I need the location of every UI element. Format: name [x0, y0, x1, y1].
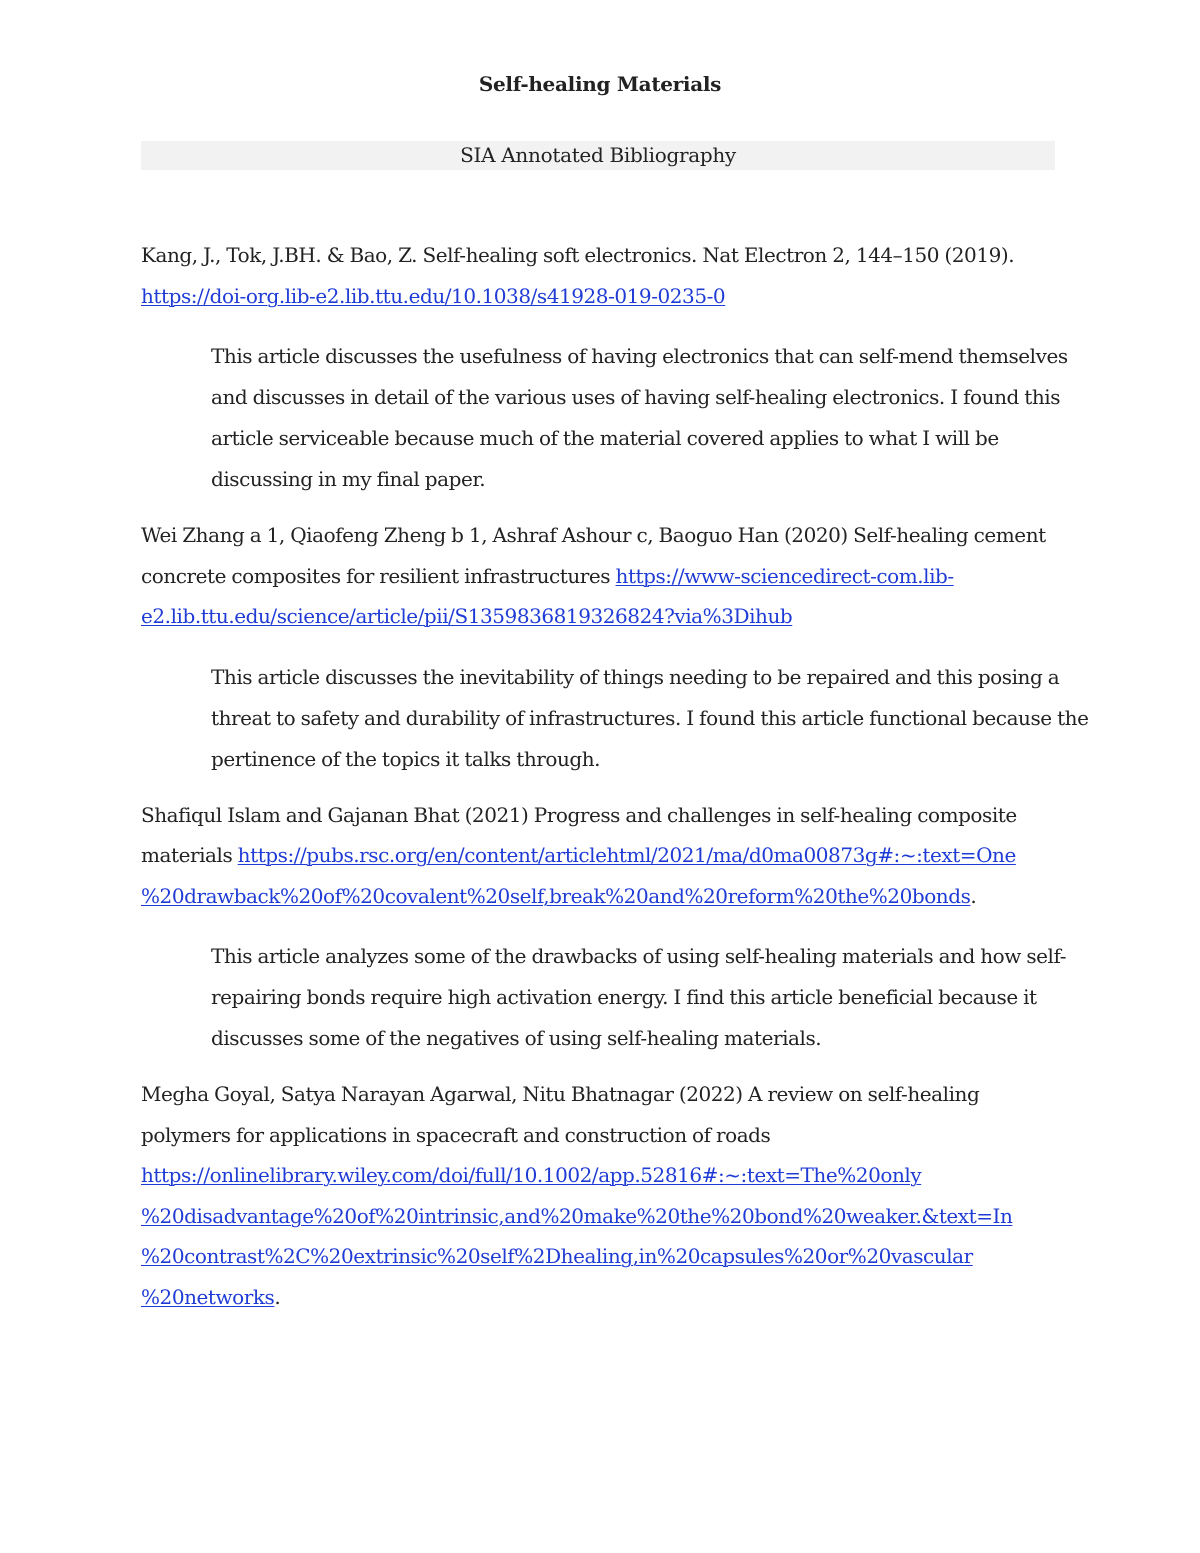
citation-line: polymers for applications in spacecraft and construction of roads	[141, 1122, 771, 1147]
citation-line: Kang, J., Tok, J.BH. & Bao, Z. Self-healing soft electronics. Nat Electron 2, 144–150 (2019).	[141, 243, 1015, 267]
bibliography-body	[141, 235, 1089, 1317]
citation-line	[141, 835, 1059, 876]
citation-link-line	[141, 876, 1059, 917]
annotation-line: This article analyzes some of the drawbacks of using self-healing materials and how self-	[211, 944, 1067, 968]
sciencedirect-link[interactable]: https://www-sciencedirect-com.lib-	[615, 563, 954, 588]
trailing-period: .	[274, 1284, 281, 1309]
annotation	[141, 657, 1089, 780]
citation	[141, 1074, 1059, 1317]
document-title: Self-healing Materials	[478, 72, 722, 96]
citation	[141, 515, 1059, 637]
doi-link[interactable]: https://doi-org.lib-e2.lib.ttu.edu/10.1038/s41928-019-0235-0	[141, 283, 726, 308]
wiley-link-continued[interactable]: %20networks	[141, 1284, 275, 1309]
annotation	[141, 336, 1068, 500]
bibliography-entry	[141, 235, 1068, 515]
bibliography-entry	[141, 795, 1067, 1075]
trailing-period: .	[970, 883, 977, 908]
annotation-line: and discusses in detail of the various uses of having self-healing electronics. I found this	[211, 385, 1061, 409]
citation-text: concrete composites for resilient infrastructures	[141, 563, 616, 588]
citation-link-line	[141, 1236, 1059, 1277]
citation-text: materials	[141, 843, 238, 867]
wiley-link-continued[interactable]: %20contrast%2C%20extrinsic%20self%2Dhealing,in%20capsules%20or%20vascular	[141, 1244, 973, 1268]
annotation-line: This article discusses the usefulness of having electronics that can self-mend themselves	[211, 344, 1068, 368]
annotation-line: threat to safety and durability of infrastructures. I found this article functional because the	[211, 705, 1089, 730]
citation	[141, 235, 1059, 316]
rsc-link[interactable]: https://pubs.rsc.org/en/content/articlehtml/2021/ma/d0ma00873g#:~:text=One	[237, 843, 1016, 867]
rsc-link-continued[interactable]: %20drawback%20of%20covalent%20self,break%20and%20reform%20the%20bonds	[141, 883, 971, 908]
annotation-line: article serviceable because much of the material covered applies to what I will be	[211, 426, 999, 450]
citation-line: Shafiqul Islam and Gajanan Bhat (2021) Progress and challenges in self-healing composite	[141, 802, 1017, 827]
bibliography-entry	[141, 1074, 1059, 1317]
annotation	[141, 936, 1067, 1059]
annotation-line: repairing bonds require high activation energy. I find this article beneficial because it	[211, 985, 1037, 1009]
annotation-line: discussing in my final paper.	[211, 467, 486, 491]
document-subtitle: SIA Annotated Bibliography	[141, 141, 1055, 170]
annotation-line: discusses some of the negatives of using self-healing materials.	[211, 1026, 822, 1050]
citation	[141, 795, 1059, 917]
wiley-link-continued[interactable]: %20disadvantage%20of%20intrinsic,and%20make%20the%20bond%20weaker.&text=In	[141, 1203, 1013, 1228]
citation-link-line	[141, 1277, 1059, 1318]
citation-link-line	[141, 276, 1059, 317]
citation-line	[141, 556, 1059, 597]
citation-line: Megha Goyal, Satya Narayan Agarwal, Nitu Bhatnagar (2022) A review on self-healing	[141, 1082, 980, 1106]
citation-line: Wei Zhang a 1, Qiaofeng Zheng b 1, Ashraf Ashour c, Baoguo Han (2020) Self-healing cement	[141, 523, 1046, 547]
annotation-line: pertinence of the topics it talks through.	[211, 746, 601, 771]
citation-link-line	[141, 1155, 1059, 1196]
annotation-line: This article discusses the inevitability of things needing to be repaired and this posing a	[211, 664, 1060, 689]
citation-link-line	[141, 1196, 1059, 1237]
citation-link-line	[141, 596, 1059, 637]
wiley-link[interactable]: https://onlinelibrary.wiley.com/doi/full/10.1002/app.52816#:~:text=The%20only	[141, 1163, 922, 1187]
sciencedirect-link-continued[interactable]: e2.lib.ttu.edu/science/article/pii/S1359836819326824?via%3Dihub	[141, 604, 793, 628]
bibliography-entry	[141, 515, 1089, 795]
